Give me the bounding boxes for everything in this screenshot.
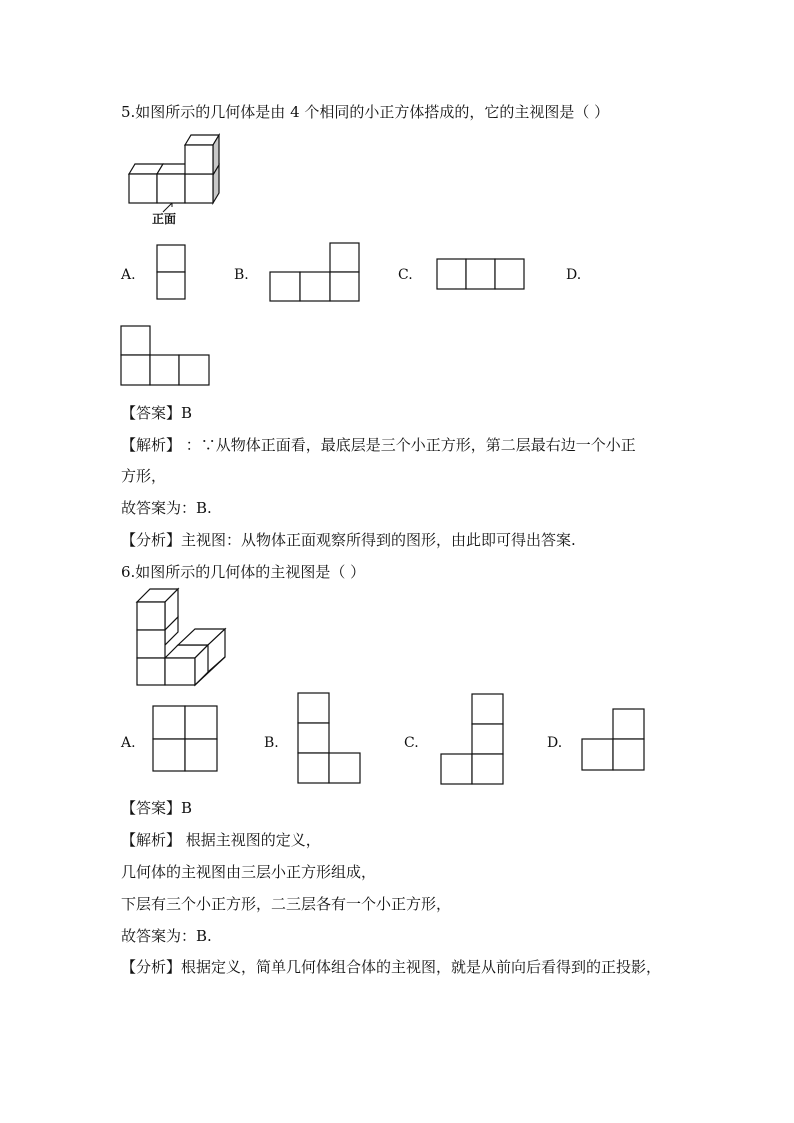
q6-option-b[interactable]: B. — [264, 735, 279, 751]
q6-option-d-figure — [582, 709, 648, 773]
q6-answer: 【答案】B — [121, 799, 193, 817]
q6-analysis-1: 【解析】 根据主视图的定义， — [121, 831, 321, 849]
q6-analysis-3: 下层有三个小正方形，二三层各有一个小正方形， — [121, 895, 452, 913]
q6-option-a-figure — [153, 706, 219, 774]
q5-option-a-figure — [157, 245, 187, 301]
q5-option-a[interactable]: A. — [121, 267, 136, 283]
q5-analysis-1: 【解析】 ：∵从物体正面看，最底层是三个小正方形，第二层最右边一个小正 — [121, 436, 636, 454]
q5-question: 5.如图所示的几何体是由 4 个相同的小正方体搭成的，它的主视图是（ ） — [121, 103, 610, 121]
q6-analysis-2: 几何体的主视图由三层小正方形组成， — [121, 863, 377, 881]
q6-solid-figure — [135, 587, 235, 687]
q5-option-b-figure — [270, 243, 362, 303]
q5-option-d-figure — [121, 326, 213, 388]
q5-front-label: 正面 — [152, 212, 177, 226]
q6-option-a[interactable]: A. — [121, 735, 136, 751]
q6-option-b-figure — [298, 693, 364, 785]
q5-option-c[interactable]: C. — [398, 267, 413, 283]
q6-question: 6.如图所示的几何体的主视图是（ ） — [121, 563, 366, 581]
q6-option-c[interactable]: C. — [404, 735, 419, 751]
q5-answer: 【答案】B — [121, 404, 193, 422]
q6-conclusion: 故答案为：B. — [121, 927, 212, 945]
q5-conclusion: 故答案为：B. — [121, 499, 212, 517]
q6-option-d[interactable]: D. — [547, 735, 563, 751]
q5-analysis-2: 方形， — [121, 467, 167, 485]
q5-option-b[interactable]: B. — [234, 267, 249, 283]
q6-option-c-figure — [441, 694, 507, 786]
q6-fenxi: 【分析】根据定义，简单几何体组合体的主视图，就是从前向后看得到的正投影， — [121, 958, 662, 976]
q5-fenxi: 【分析】主视图：从物体正面观察所得到的图形，由此即可得出答案. — [121, 531, 576, 549]
q5-option-c-figure — [437, 259, 527, 291]
q5-option-d[interactable]: D. — [566, 267, 582, 283]
q5-solid-figure — [125, 134, 235, 224]
